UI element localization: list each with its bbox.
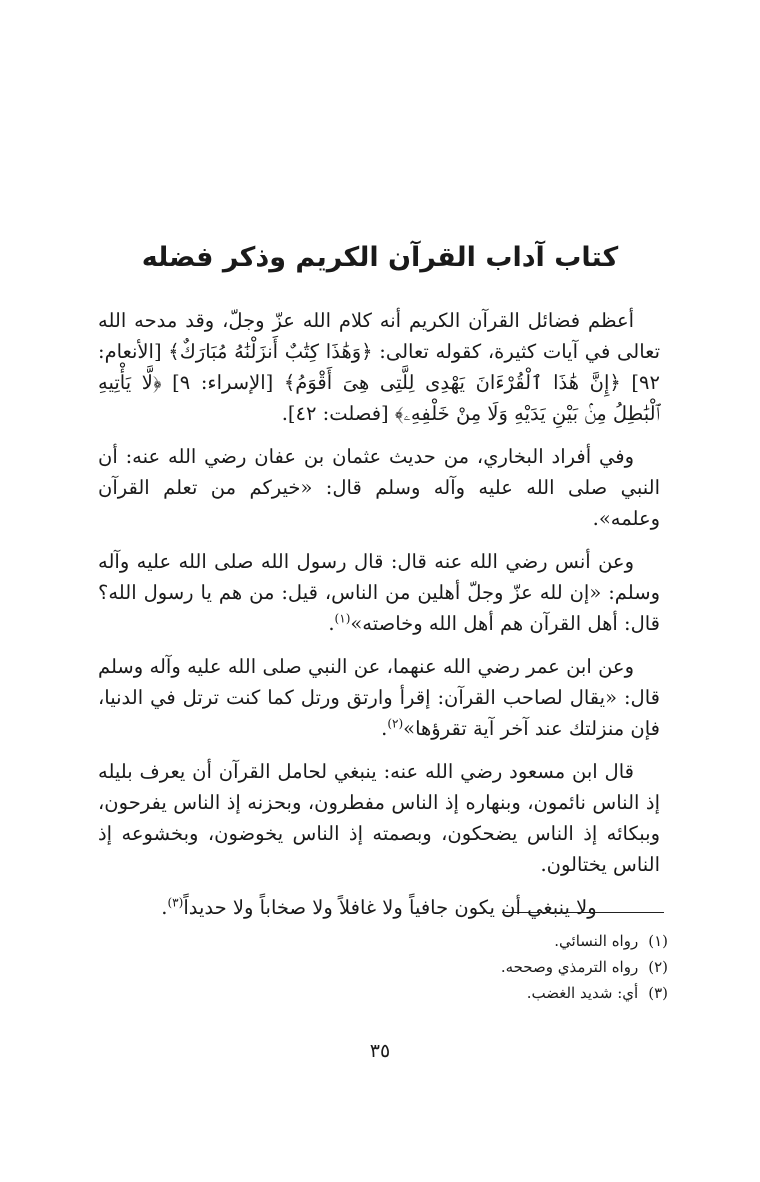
page-number: ٣٥ [369,1040,391,1062]
footnote-ref-3: (٣) [167,895,184,910]
paragraph-virtues: أعظم فضائل القرآن الكريم أنه كلام الله عزّ وجلّ، وقد مدحه الله تعالى في آيات كثيرة، كقوله تعالى: ﴿وَهَٰذَا كِتَٰبٌ أَنزَلْنَٰهُ مُبَارَكٌ﴾ [الأنعام: ٩٢] ﴿إِنَّ هَٰذَا ٱلْقُرْءَانَ يَهْدِى لِلَّتِى هِىَ أَقْوَمُ﴾ [الإسراء: ٩] ﴿لَّا يَأْتِيهِ ٱلْبَٰطِلُ مِنۢ بَيْنِ يَدَيْهِ وَلَا مِنْ خَلْفِهِۦ﴾ [فصلت: ٤٢]. [98,309,660,425]
footnote-text: رواه النسائي. [554,932,639,950]
footnote-divider [502,912,664,913]
paragraph-anas-end: . [328,612,335,635]
page-title: كتاب آداب القرآن الكريم وذكر فضله [141,242,619,273]
footnote-text: رواه الترمذي وصححه. [500,958,639,976]
paragraph-ibn-masud: قال ابن مسعود رضي الله عنه: ينبغي لحامل القرآن أن يعرف بليله إذ الناس نائمون، وبنهاره إذ الناس مفطرون، وبحزنه إذ الناس يفرحون، وببكائه إذ الناس يضحكون، وبصمته إذ الناس يخوضون، وبخشوعه إذ الناس يختالون. [98,760,660,876]
paragraph-anas-hadith [98,546,660,639]
footnote-ref-2: (٢) [387,716,404,731]
footnote-2 [108,954,668,980]
footnote-ref-1: (١) [334,611,351,626]
footnote-number: (٢) [648,958,668,976]
paragraph-ibn-umar-text: وعن ابن عمر رضي الله عنهما، عن النبي صلى الله عليه وآله وسلم قال: «يقال لصاحب القرآن: إقرأ وارتق ورتل كما كنت ترتل في الدنيا، فإن منزلتك عند آخر آية تقرؤها» [98,655,660,740]
footnotes [108,928,668,1006]
footnote-1 [108,928,668,954]
paragraph-ibn-umar-end: . [381,717,388,740]
paragraph-bukhari-hadith: وفي أفراد البخاري، من حديث عثمان بن عفان رضي الله عنه: أن النبي صلى الله عليه وآله وسلم قال: «خيركم من تعلم القرآن وعلمه». [98,445,660,530]
main-text [98,305,660,935]
footnote-3 [108,980,668,1006]
footnote-number: (٣) [648,984,668,1002]
paragraph-closing-end: . [161,896,168,919]
paragraph-closing [98,892,660,923]
paragraph-closing-text: ولا ينبغي أن يكون جافياً ولا غافلاً ولا صخاباً ولا حديداً [183,896,597,919]
paragraph-ibn-umar-hadith [98,651,660,744]
paragraph-anas-text: وعن أنس رضي الله عنه قال: قال رسول الله صلى الله عليه وآله وسلم: «إن لله عزّ وجلّ أهلين من الناس، قيل: من هم يا رسول الله؟ قال: أهل القرآن هم أهل الله وخاصته» [98,550,660,635]
footnote-number: (١) [648,932,668,950]
footnote-text: أي: شديد الغضب. [526,984,639,1002]
